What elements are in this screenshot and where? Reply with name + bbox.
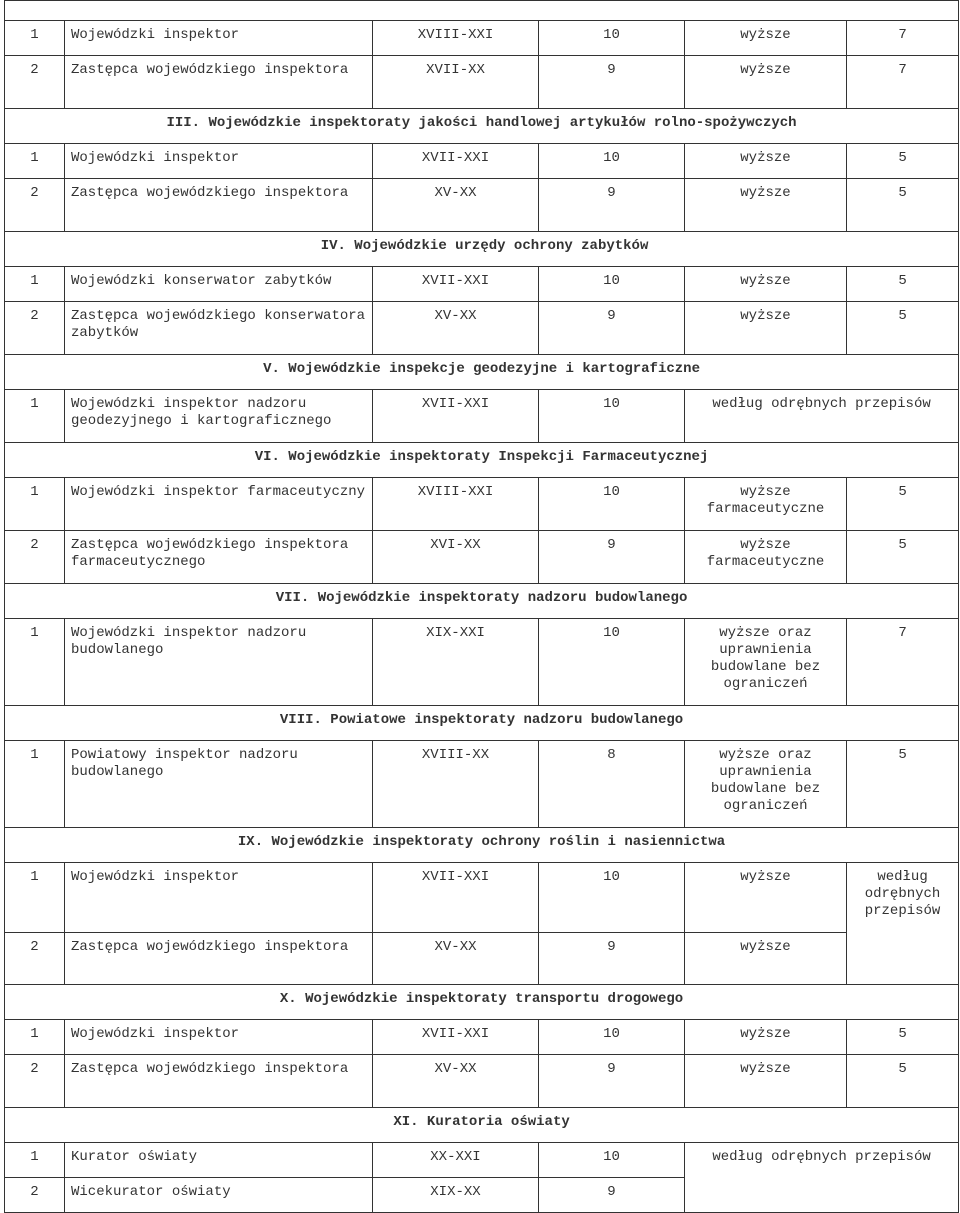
row-number: 1: [5, 144, 65, 179]
table-row: [5, 267, 959, 302]
position-name: Zastępca wojewódzkiego konserwatora zabytków: [65, 302, 373, 355]
experience: 5: [847, 179, 959, 232]
education: wyższe: [685, 302, 847, 355]
experience: 5: [847, 1055, 959, 1108]
category: 10: [539, 21, 685, 56]
section-title: VI. Wojewódzkie inspektoraty Inspekcji Farmaceutycznej: [5, 443, 959, 478]
experience: 5: [847, 741, 959, 828]
table-row: [5, 1143, 959, 1178]
section-header-row: [5, 985, 959, 1020]
category: 10: [539, 267, 685, 302]
category: 10: [539, 478, 685, 531]
category: 9: [539, 1178, 685, 1213]
row-number: 1: [5, 619, 65, 706]
education: wyższe farmaceutyczne: [685, 531, 847, 584]
education: wyższe farmaceutyczne: [685, 478, 847, 531]
section-title: V. Wojewódzkie inspekcje geodezyjne i kartograficzne: [5, 355, 959, 390]
category: 10: [539, 619, 685, 706]
table-row: [5, 531, 959, 584]
education: wyższe: [685, 863, 847, 933]
table-row: [5, 144, 959, 179]
grade-range: XIX-XXI: [373, 619, 539, 706]
section-title: XI. Kuratoria oświaty: [5, 1108, 959, 1143]
section-title: IV. Wojewódzkie urzędy ochrony zabytków: [5, 232, 959, 267]
position-name: Wojewódzki inspektor: [65, 863, 373, 933]
row-number: 1: [5, 390, 65, 443]
section-header-row: [5, 828, 959, 863]
category: 9: [539, 531, 685, 584]
row-number: 2: [5, 933, 65, 985]
row-number: 1: [5, 267, 65, 302]
education: wyższe: [685, 933, 847, 985]
category: 10: [539, 390, 685, 443]
row-number: 1: [5, 741, 65, 828]
grade-range: XVII-XX: [373, 56, 539, 109]
table-row: [5, 741, 959, 828]
position-name: Wojewódzki inspektor farmaceutyczny: [65, 478, 373, 531]
section-title: VII. Wojewódzkie inspektoraty nadzoru budowlanego: [5, 584, 959, 619]
category: 10: [539, 1143, 685, 1178]
category: 10: [539, 1020, 685, 1055]
position-name: Wojewódzki inspektor nadzoru budowlanego: [65, 619, 373, 706]
grade-range: XV-XX: [373, 1055, 539, 1108]
position-name: Wojewódzki inspektor: [65, 1020, 373, 1055]
grade-range: XVII-XXI: [373, 1020, 539, 1055]
grade-range: XVII-XXI: [373, 863, 539, 933]
experience: 5: [847, 478, 959, 531]
position-name: Wojewódzki konserwator zabytków: [65, 267, 373, 302]
experience: 7: [847, 56, 959, 109]
table-row: [5, 863, 959, 933]
table-row: [5, 478, 959, 531]
grade-range: XVIII-XXI: [373, 21, 539, 56]
table-row: [5, 390, 959, 443]
category: 9: [539, 179, 685, 232]
education: wyższe: [685, 56, 847, 109]
grade-range: XX-XXI: [373, 1143, 539, 1178]
grade-range: XVIII-XXI: [373, 478, 539, 531]
grade-range: XVI-XX: [373, 531, 539, 584]
row-number: 2: [5, 1055, 65, 1108]
row-number: 1: [5, 478, 65, 531]
table-row: [5, 619, 959, 706]
position-name: Kurator oświaty: [65, 1143, 373, 1178]
position-name: Zastępca wojewódzkiego inspektora: [65, 933, 373, 985]
table-row: [5, 1055, 959, 1108]
section-title: X. Wojewódzkie inspektoraty transportu drogowego: [5, 985, 959, 1020]
section-header-row: [5, 355, 959, 390]
section-header-row: [5, 1108, 959, 1143]
experience: 7: [847, 619, 959, 706]
position-name: Wicekurator oświaty: [65, 1178, 373, 1213]
education: wyższe oraz uprawnienia budowlane bez ograniczeń: [685, 619, 847, 706]
grade-range: XVII-XXI: [373, 390, 539, 443]
grade-range: XV-XX: [373, 302, 539, 355]
experience: 5: [847, 302, 959, 355]
section-title: VIII. Powiatowe inspektoraty nadzoru budowlanego: [5, 706, 959, 741]
section-header-row: [5, 232, 959, 267]
education: wyższe: [685, 1055, 847, 1108]
table-row: [5, 302, 959, 355]
position-name: Powiatowy inspektor nadzoru budowlanego: [65, 741, 373, 828]
row-number: 2: [5, 302, 65, 355]
row-number: 2: [5, 531, 65, 584]
education: wyższe: [685, 144, 847, 179]
row-number: 1: [5, 1143, 65, 1178]
section-header-row: [5, 443, 959, 478]
position-name: Wojewódzki inspektor: [65, 144, 373, 179]
category: 9: [539, 933, 685, 985]
row-number: 1: [5, 21, 65, 56]
education: wyższe oraz uprawnienia budowlane bez ograniczeń: [685, 741, 847, 828]
experience: według odrębnych przepisów: [847, 863, 959, 985]
section-header-row: [5, 706, 959, 741]
category: 10: [539, 863, 685, 933]
grade-range: XIX-XX: [373, 1178, 539, 1213]
position-name: Wojewódzki inspektor nadzoru geodezyjnego i kartograficznego: [65, 390, 373, 443]
grade-range: XV-XX: [373, 933, 539, 985]
section-title: III. Wojewódzkie inspektoraty jakości handlowej artykułów rolno-spożywczych: [5, 109, 959, 144]
grade-range: XV-XX: [373, 179, 539, 232]
experience: 5: [847, 1020, 959, 1055]
experience: 5: [847, 144, 959, 179]
table-top-row: [5, 1, 959, 21]
education: wyższe: [685, 179, 847, 232]
position-name: Wojewódzki inspektor: [65, 21, 373, 56]
row-number: 1: [5, 863, 65, 933]
row-number: 1: [5, 1020, 65, 1055]
section-title: IX. Wojewódzkie inspektoraty ochrony roślin i nasiennictwa: [5, 828, 959, 863]
category: 9: [539, 302, 685, 355]
education-experience: według odrębnych przepisów: [685, 390, 959, 443]
education: wyższe: [685, 21, 847, 56]
position-name: Zastępca wojewódzkiego inspektora farmaceutycznego: [65, 531, 373, 584]
position-name: Zastępca wojewódzkiego inspektora: [65, 56, 373, 109]
row-number: 2: [5, 56, 65, 109]
experience: 5: [847, 531, 959, 584]
table-row: [5, 1020, 959, 1055]
section-header-row: [5, 109, 959, 144]
table-row: [5, 21, 959, 56]
category: 8: [539, 741, 685, 828]
category: 9: [539, 56, 685, 109]
education-experience: według odrębnych przepisów: [685, 1143, 959, 1213]
table-row: [5, 56, 959, 109]
grade-range: XVII-XXI: [373, 144, 539, 179]
category: 9: [539, 1055, 685, 1108]
education: wyższe: [685, 267, 847, 302]
position-name: Zastępca wojewódzkiego inspektora: [65, 1055, 373, 1108]
section-header-row: [5, 584, 959, 619]
education: wyższe: [685, 1020, 847, 1055]
grade-range: XVII-XXI: [373, 267, 539, 302]
category: 10: [539, 144, 685, 179]
grade-range: XVIII-XX: [373, 741, 539, 828]
position-name: Zastępca wojewódzkiego inspektora: [65, 179, 373, 232]
table-row: [5, 933, 959, 985]
row-number: 2: [5, 179, 65, 232]
row-number: 2: [5, 1178, 65, 1213]
table-row: [5, 179, 959, 232]
positions-table: [4, 0, 959, 1213]
experience: 5: [847, 267, 959, 302]
experience: 7: [847, 21, 959, 56]
